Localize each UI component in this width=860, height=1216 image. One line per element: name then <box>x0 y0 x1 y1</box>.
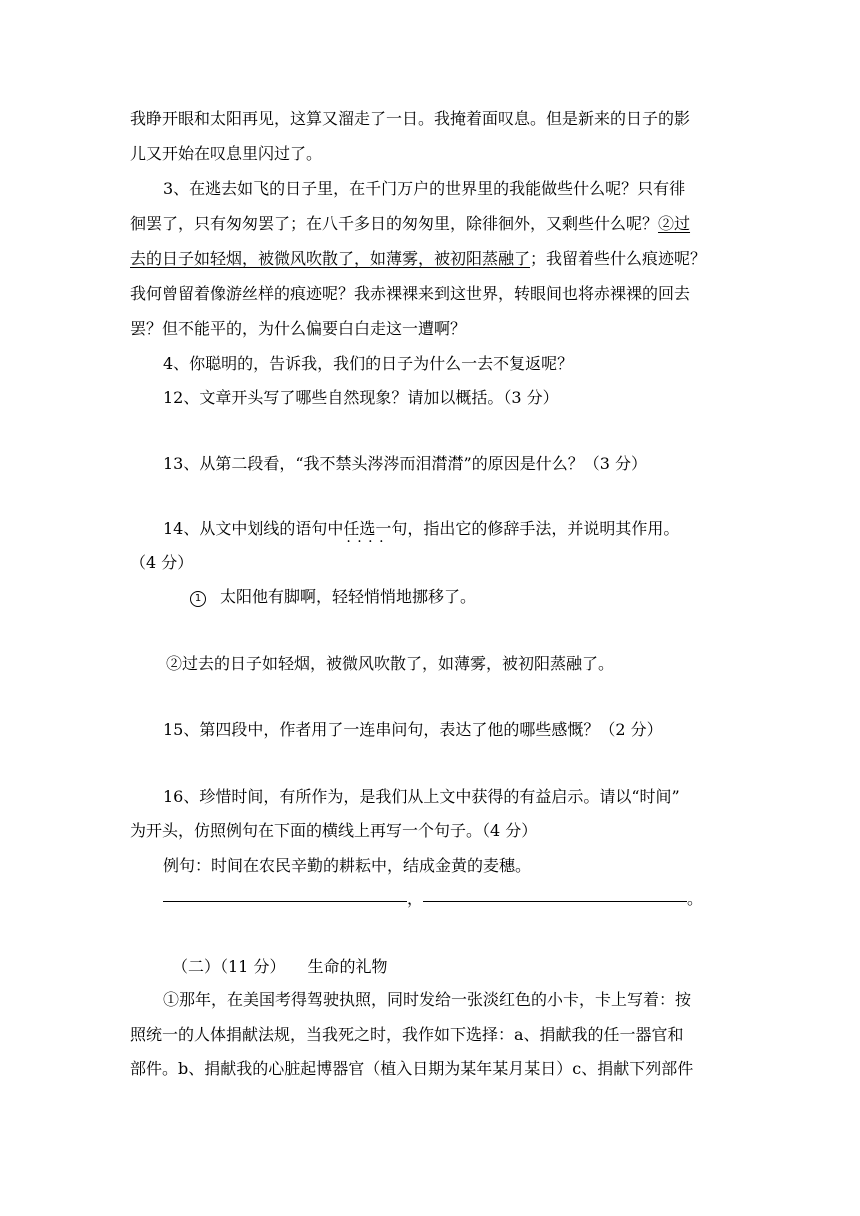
p3-line-3-text: ；我留着些什么痕迹呢？ <box>530 249 707 268</box>
answer-period: 。 <box>687 889 704 908</box>
p1-line-1: 我睁开眼和太阳再见，这算又溜走了一日。我掩着面叹息。但是新来的日子的影 <box>130 109 691 128</box>
section-2-header <box>172 957 782 977</box>
p3-line-2 <box>130 214 740 234</box>
p3-line-4: 我何曾留着像游丝样的痕迹呢？我赤裸裸来到这世界，转眼间也将赤裸裸的回去 <box>130 284 691 303</box>
circled-number-1: 1 <box>190 591 206 607</box>
q14-score: （4 分） <box>130 553 194 572</box>
underlined-sentence: 去的日子如轻烟，被微风吹散了，如薄雾，被初阳蒸融了 <box>130 249 531 268</box>
section-2-line-2: 照统一的人体捐献法规，当我死之时，我作如下选择：a、捐献我的任一器官和 <box>130 1025 684 1044</box>
p4-line: 4、你聪明的，告诉我，我们的日子为什么一去不复返呢？ <box>163 354 574 373</box>
section-2-title: 生命的礼物 <box>307 957 388 976</box>
p1-line-2: 儿又开始在叹息里闪过了。 <box>130 144 323 163</box>
q14-pre: 14、从文中划线的语句中 <box>163 519 344 538</box>
question-12: 12、文章开头写了哪些自然现象？请加以概括。（3 分） <box>163 388 559 407</box>
question-14 <box>163 519 773 539</box>
section-2-label: （二）（11 分） <box>172 957 286 976</box>
answer-comma: ， <box>407 889 424 908</box>
q16-line-1: 16、珍惜时间，有所作为，是我们从上文中获得的有益启示。请以“时间” <box>163 787 680 806</box>
p3-line-5: 罢？但不能平的，为什么偏要白白走这一遭啊？ <box>130 319 467 338</box>
q16-example: 例句：时间在农民辛勤的耕耘中，结成金黄的麦穗。 <box>163 856 532 875</box>
q14-option-1 <box>190 587 800 607</box>
q14-option-2: ②过去的日子如轻烟，被微风吹散了，如薄雾，被初阳蒸融了。 <box>166 654 615 673</box>
p3-line-2-text: 徊罢了，只有匆匆罢了；在八千多日的匆匆里，除徘徊外，又剩些什么呢？ <box>130 214 659 233</box>
p3-line-1: 3、在逃去如飞的日子里，在千门万户的世界里的我能做些什么呢？只有徘 <box>163 179 686 198</box>
answer-blank-2[interactable] <box>423 900 687 902</box>
question-15: 15、第四段中，作者用了一连串问句，表达了他的哪些感慨？（2 分） <box>163 720 663 739</box>
section-2-line-1: ①那年，在美国考得驾驶执照，同时发给一张淡红色的小卡，卡上写着：按 <box>163 990 692 1009</box>
answer-blank-1[interactable] <box>163 900 407 902</box>
question-13: 13、从第二段看，“我不禁头涔涔而泪潸潸”的原因是什么？（3 分） <box>163 454 647 473</box>
p3-line-3 <box>130 249 740 269</box>
section-2-line-3: 部件。b、捐献我的心脏起博器官（植入日期为某年某月某日）c、捐献下列部件 <box>130 1059 694 1078</box>
q14-option-1-text: 太阳他有脚啊，轻轻悄悄地挪移了。 <box>220 587 477 606</box>
q14-post: ，指出它的修辞手法，并说明其作用。 <box>407 519 680 538</box>
q14-emphasis: 任选一句 · · · · <box>343 519 407 538</box>
q16-answer-lines <box>163 889 773 909</box>
q16-line-2: 为开头，仿照例句在下面的横线上再写一个句子。（4 分） <box>130 821 538 840</box>
underlined-sentence-start: ②过 <box>658 214 691 233</box>
